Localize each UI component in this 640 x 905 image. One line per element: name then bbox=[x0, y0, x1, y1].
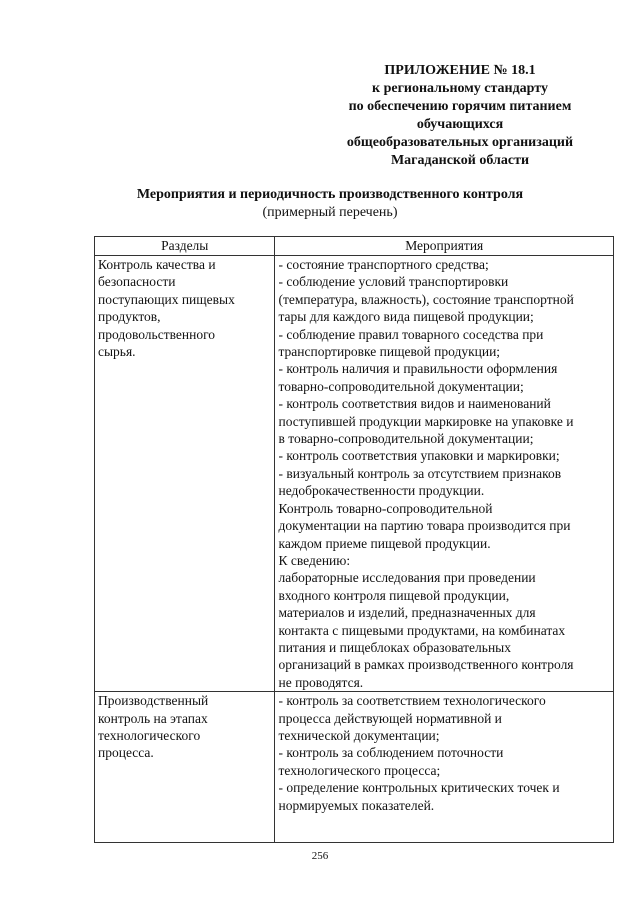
activity-line: нормируемых показателей. bbox=[278, 797, 435, 813]
section-line: поступающих пищевых bbox=[98, 291, 235, 307]
activity-line: технической документации; bbox=[278, 727, 440, 743]
activity-line: К сведению: bbox=[278, 552, 351, 568]
activity-line: транспортировке пищевой продукции; bbox=[278, 344, 501, 360]
activity-line: - контроль за соответствием технологического bbox=[278, 693, 546, 709]
column-header-sections: Разделы bbox=[95, 237, 275, 256]
activity-line: Контроль товарно-сопроводительной bbox=[278, 500, 493, 516]
section-line: контроль на этапах bbox=[98, 710, 208, 726]
section-line: продуктов, bbox=[98, 309, 161, 325]
section-line: технологического bbox=[98, 727, 201, 743]
appendix-line: Магаданской области bbox=[390, 153, 530, 168]
activity-line: поступившей продукции маркировке на упаковке и bbox=[278, 413, 574, 429]
section-line: безопасности bbox=[98, 274, 176, 290]
heading-subtitle: (примерный перечень) bbox=[262, 205, 398, 220]
appendix-title: ПРИЛОЖЕНИЕ № 18.1 bbox=[384, 63, 536, 78]
activity-line: - контроль за соблюдением поточности bbox=[278, 745, 504, 761]
activity-line: - соблюдение правил товарного соседства при bbox=[278, 326, 544, 342]
section-line: процесса. bbox=[98, 745, 154, 761]
activity-line: - соблюдение условий транспортировки bbox=[278, 274, 509, 290]
appendix-header bbox=[300, 62, 620, 170]
activity-line: товарно-сопроводительной документации; bbox=[278, 378, 524, 394]
activity-line: контакта с пищевыми продуктами, на комбинатах bbox=[278, 622, 566, 638]
section-cell bbox=[95, 692, 275, 843]
heading-title: Мероприятия и периодичность производственного контроля bbox=[136, 187, 524, 202]
appendix-line: к региональному стандарту bbox=[372, 81, 548, 96]
activity-line: организаций в рамках производственного контроля bbox=[278, 657, 574, 673]
section-line: Производственный bbox=[98, 693, 209, 709]
activity-line: технологического процесса; bbox=[278, 762, 441, 778]
section-line: Контроль качества и bbox=[98, 257, 216, 272]
activity-line: (температура, влажность), состояние транспортной bbox=[278, 291, 574, 307]
activity-line: входного контроля пищевой продукции, bbox=[278, 587, 510, 603]
control-measures-table bbox=[94, 236, 614, 843]
activity-line: материалов и изделий, предназначенных для bbox=[278, 605, 536, 621]
table-header-row bbox=[95, 237, 614, 256]
document-heading bbox=[40, 186, 620, 222]
activity-line: в товарно-сопроводительной документации; bbox=[278, 431, 534, 447]
section-line: продовольственного bbox=[98, 326, 216, 342]
activity-line: лабораторные исследования при проведении bbox=[278, 570, 536, 586]
activity-line: - контроль наличия и правильности оформления bbox=[278, 361, 558, 377]
activity-line: тары для каждого вида пищевой продукции; bbox=[278, 309, 534, 325]
activities-cell bbox=[275, 692, 614, 843]
activity-line: документации на партию товара производится при bbox=[278, 518, 571, 534]
table-row bbox=[95, 256, 614, 692]
activity-line: - контроль соответствия упаковки и маркировки; bbox=[278, 448, 560, 464]
activity-line: - визуальный контроль за отсутствием признаков bbox=[278, 465, 562, 481]
page-number: 256 bbox=[311, 850, 329, 862]
activity-line: питания и пищеблоках образовательных bbox=[278, 639, 511, 655]
activity-line: - состояние транспортного средства; bbox=[278, 257, 489, 272]
appendix-line: по обеспечению горячим питанием bbox=[348, 99, 572, 114]
activity-line: процесса действующей нормативной и bbox=[278, 710, 502, 726]
appendix-line: обучающихся bbox=[416, 117, 504, 132]
table-row bbox=[95, 692, 614, 843]
appendix-line: общеобразовательных организаций bbox=[346, 135, 574, 150]
activity-line: недоброкачественности продукции. bbox=[278, 483, 485, 499]
activity-line: - определение контрольных критических точек и bbox=[278, 780, 560, 796]
section-cell bbox=[95, 256, 275, 692]
activity-line: каждом приеме пищевой продукции. bbox=[278, 535, 491, 551]
activity-line: - контроль соответствия видов и наименований bbox=[278, 396, 551, 412]
activity-line: не проводятся. bbox=[278, 674, 364, 690]
column-header-activities: Мероприятия bbox=[275, 237, 614, 256]
section-line: сырья. bbox=[98, 344, 136, 360]
activities-cell bbox=[275, 256, 614, 692]
